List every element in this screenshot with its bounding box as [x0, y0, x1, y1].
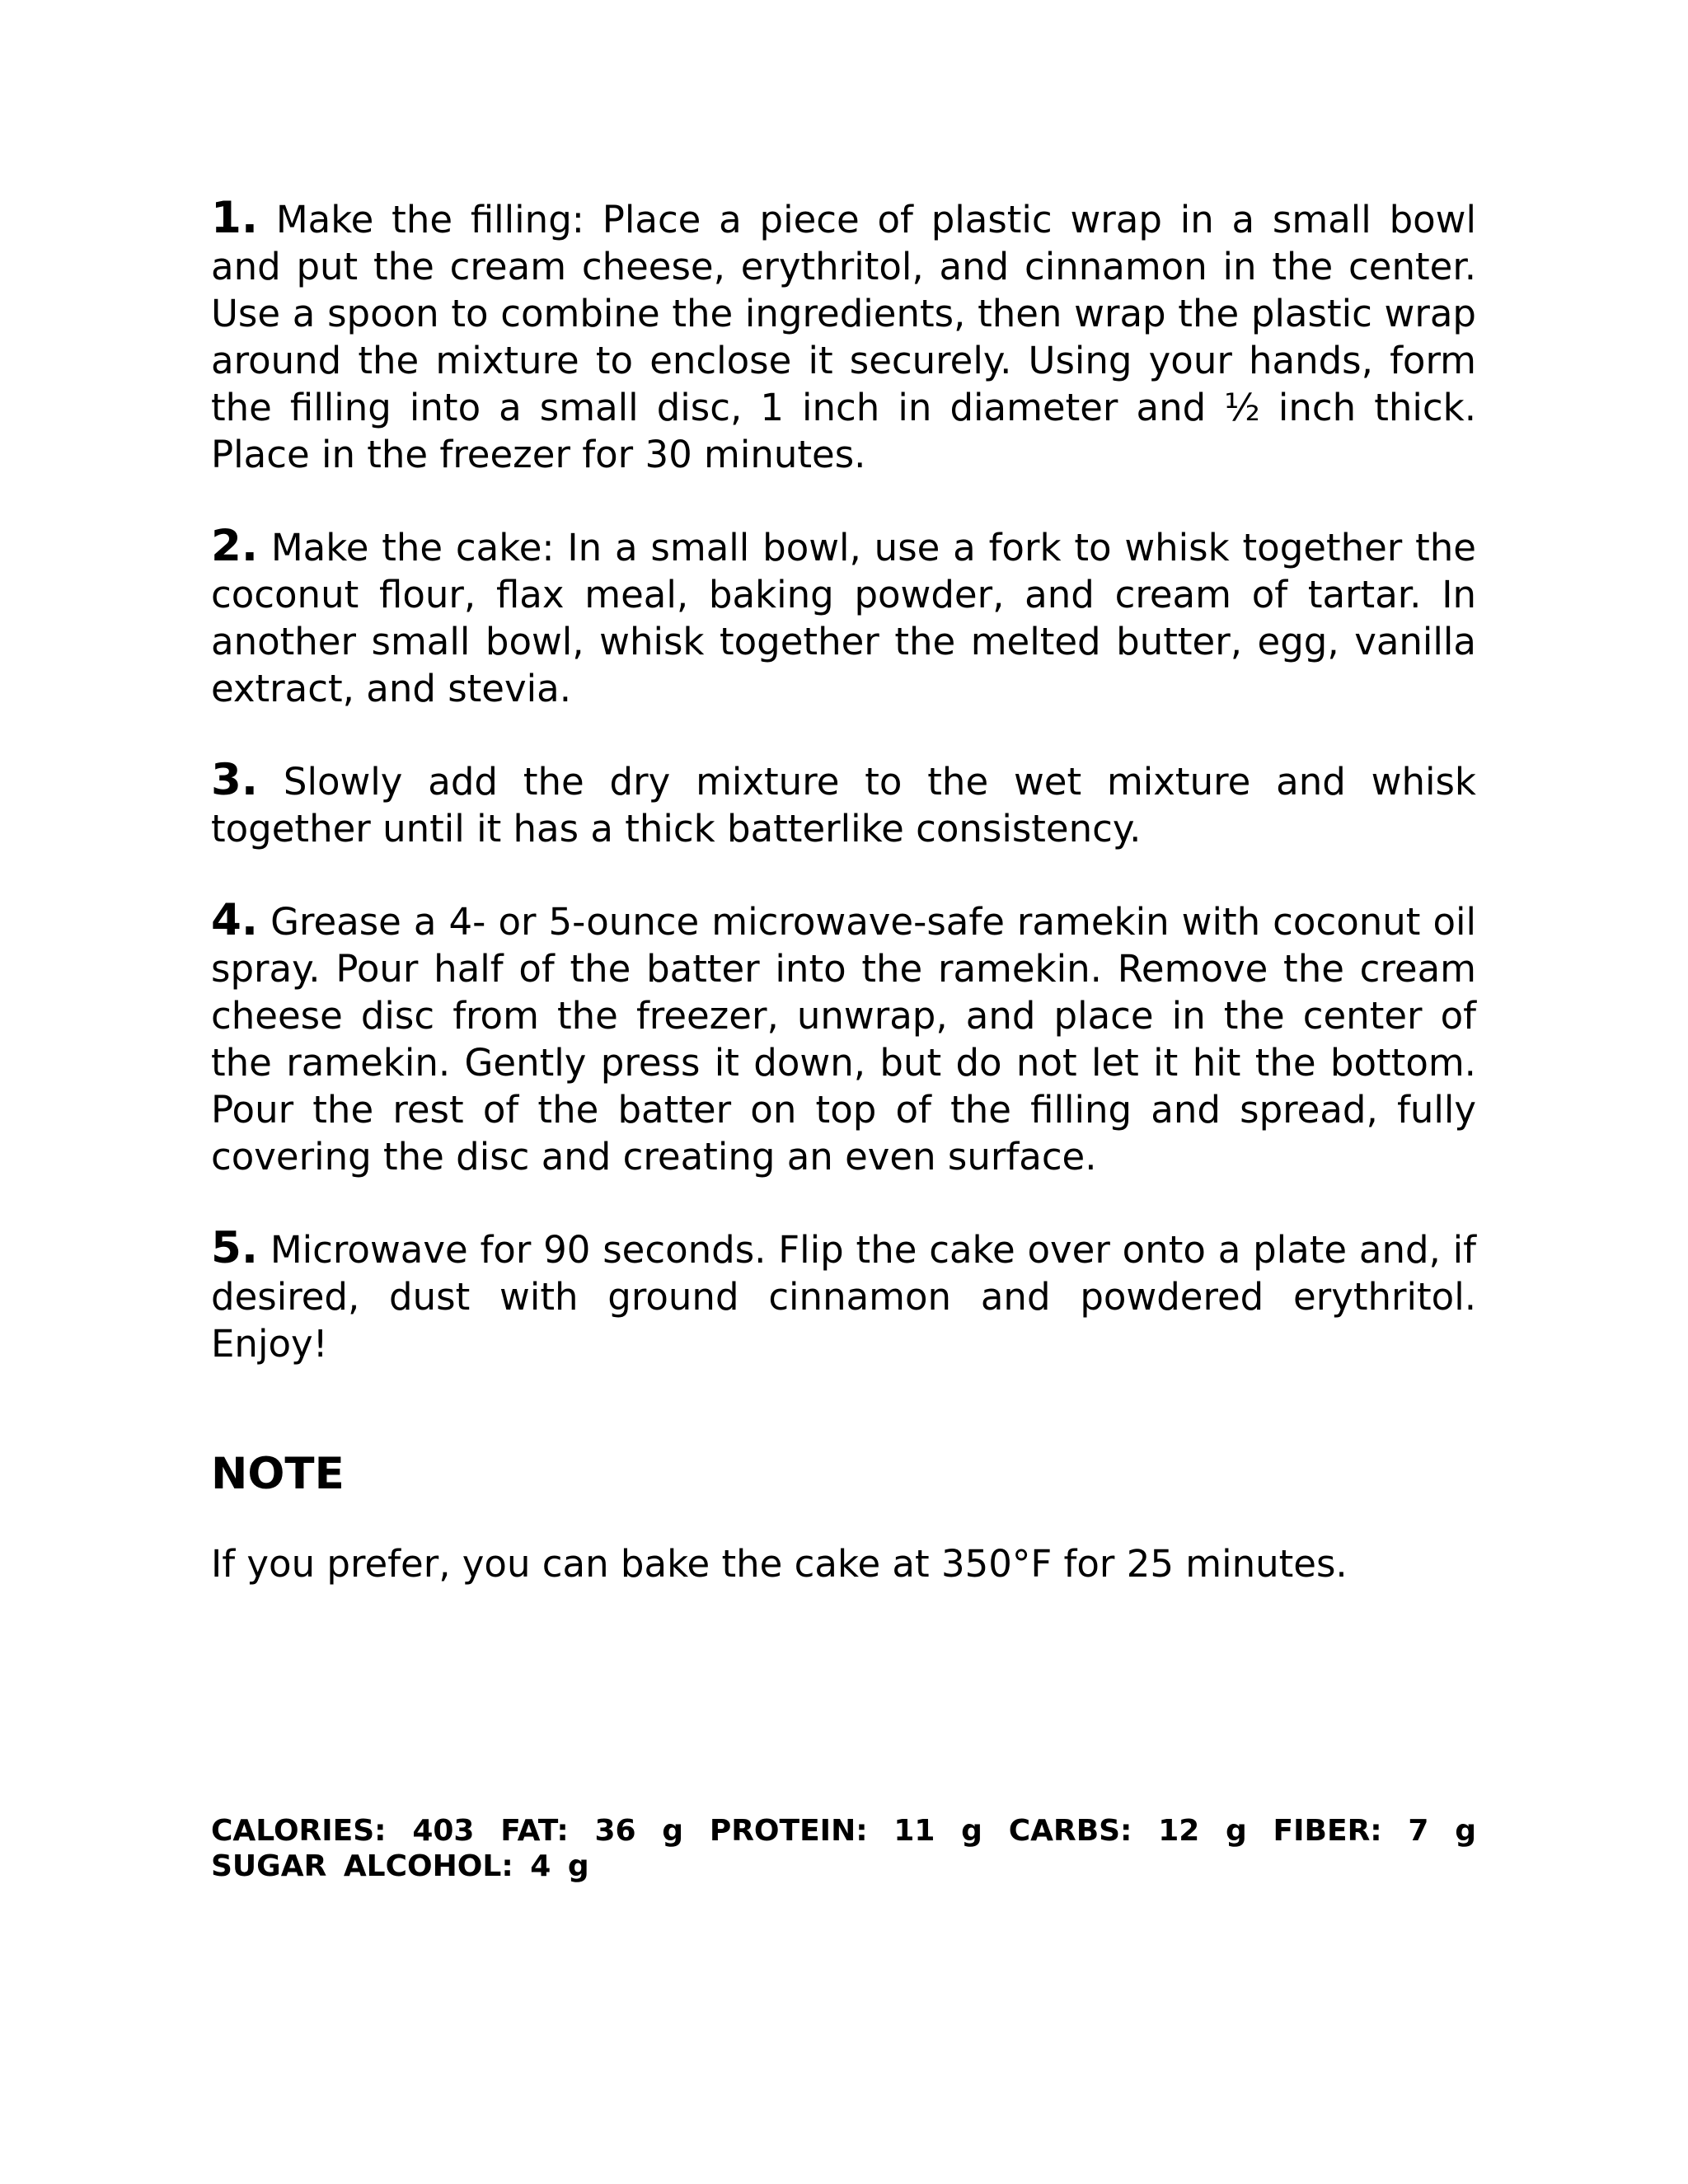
step-number: 2. [211, 521, 259, 571]
step-1 [211, 194, 1476, 478]
step-number: 4. [211, 895, 259, 945]
recipe-directions [211, 194, 1476, 1587]
step-number: 5. [211, 1223, 259, 1273]
step-text: Make the cake: In a small bowl, use a fork to whisk together the coconut flour, flax meal, baking powder, and cream of tartar. In another small bowl, whisk together the melted butter, egg, vanilla extract, and stevia. [211, 526, 1476, 710]
step-text: Slowly add the dry mixture to the wet mixture and whisk together until it has a thick batterlike consistency. [211, 760, 1476, 851]
step-4 [211, 897, 1476, 1180]
step-3 [211, 757, 1476, 852]
step-text: Microwave for 90 seconds. Flip the cake over onto a plate and, if desired, dust with ground cinnamon and powdered erythritol. Enjoy! [211, 1228, 1477, 1366]
step-number: 3. [211, 755, 259, 805]
note-text: If you prefer, you can bake the cake at 350°F for 25 minutes. [211, 1542, 1348, 1586]
nutrition-facts: CALORIES: 403 FAT: 36 g PROTEIN: 11 g CARBS: 12 g FIBER: 7 g SUGAR ALCOHOL: 4 g [211, 1814, 1476, 1883]
step-text: Make the filling: Place a piece of plastic wrap in a small bowl and put the cream cheese, erythritol, and cinnamon in the center. Use a spoon to combine the ingredients, then wrap the plastic wrap around the mixture to enclose it securely. Using your hands, form the filling into a small disc, 1 inch in diameter and ½ inch thick. Place in the freezer for 30 minutes. [211, 198, 1476, 476]
note-heading: NOTE [211, 1449, 345, 1499]
step-5 [211, 1225, 1476, 1367]
step-2 [211, 523, 1476, 712]
step-text: Grease a 4- or 5-ounce microwave-safe ramekin with coconut oil spray. Pour half of the batter into the ramekin. Remove the cream cheese disc from the freezer, unwrap, and place in the center of the ramekin. Gently press it down, but do not let it hit the bottom. Pour the rest of the batter on top of the filling and spread, fully covering the disc and creating an even surface. [211, 900, 1477, 1179]
step-number: 1. [211, 193, 259, 243]
